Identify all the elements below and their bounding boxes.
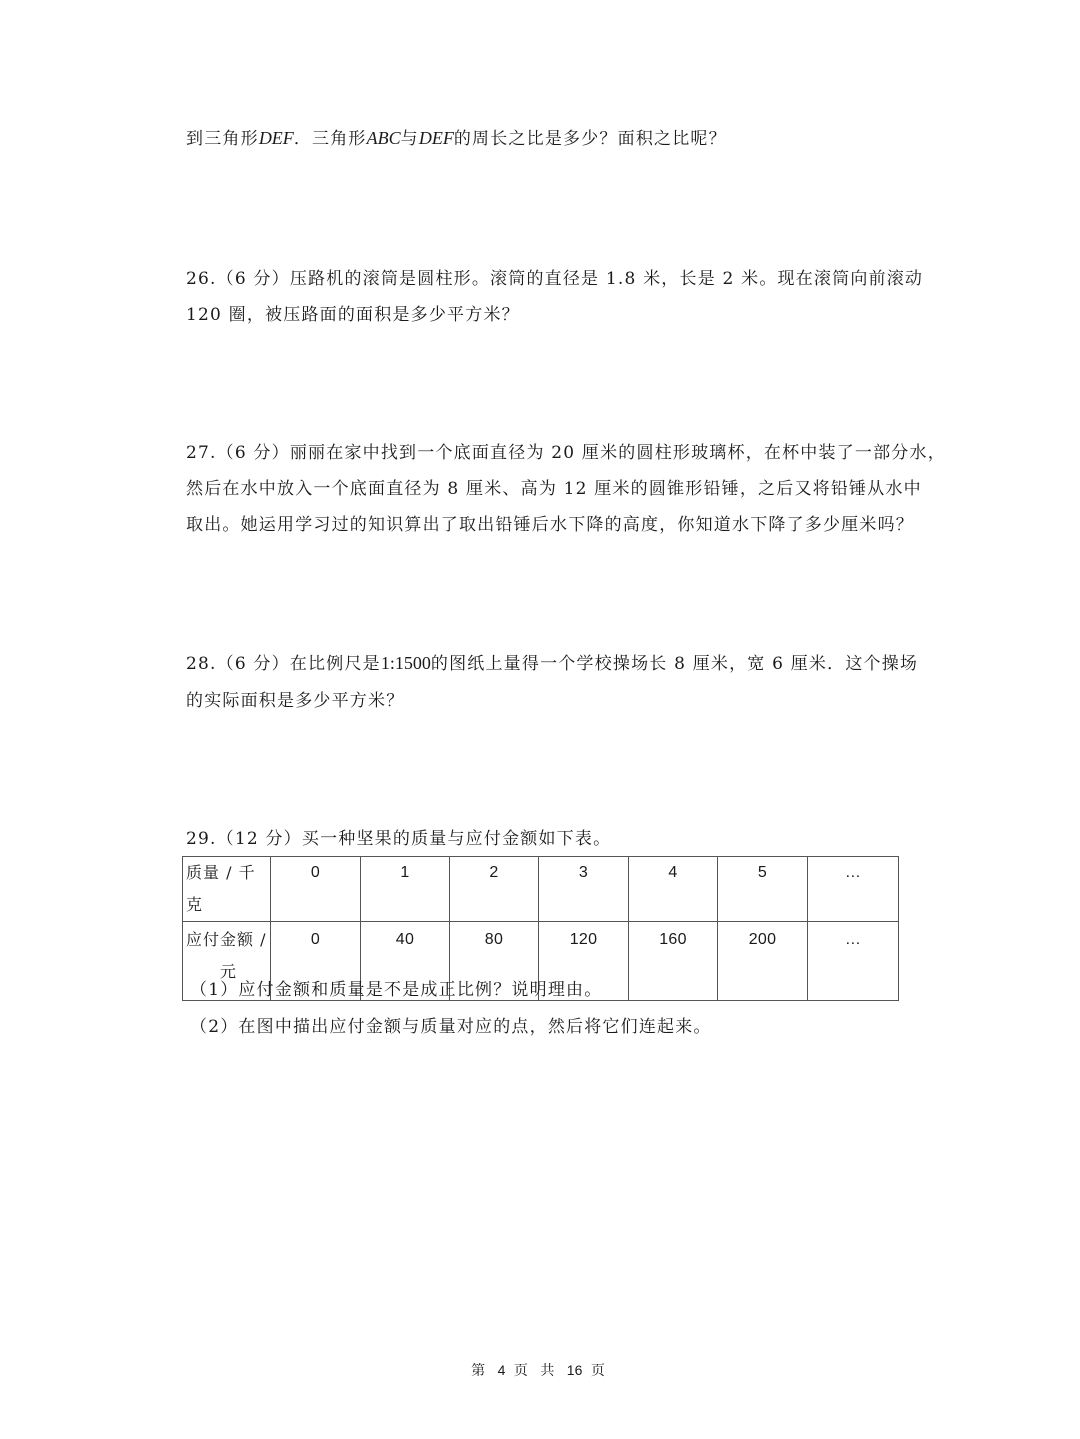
scale-ratio: 1:1500 (380, 653, 431, 673)
text: 与 (400, 129, 419, 149)
question-25-tail (186, 124, 727, 149)
total-pages: 16 (566, 1362, 583, 1378)
page-number: 4 (497, 1362, 506, 1378)
table-cell: 5 (718, 857, 808, 922)
table-cell: 120 (539, 922, 629, 1001)
text: 的图纸上量得一个学校操场长 8 厘米，宽 6 厘米．这个操场 (430, 654, 919, 674)
table-cell: 3 (539, 857, 629, 922)
table-cell: 0 (271, 857, 361, 922)
question-29-sub-2: （2）在图中描出应付金额与质量对应的点，然后将它们连起来。 (190, 1017, 712, 1037)
text: 的周长之比是多少？面积之比呢？ (453, 129, 727, 149)
question-26-line-2: 120 圈，被压路面的面积是多少平方米？ (186, 305, 520, 325)
page-footer (0, 1360, 1080, 1380)
table-cell: … (808, 857, 899, 922)
question-27-line-1: 27.（6 分）丽丽在家中找到一个底面直径为 20 厘米的圆柱形玻璃杯，在杯中装了一部分水， (186, 443, 946, 463)
text: 到三角形 (186, 129, 259, 149)
question-28-line-2: 的实际面积是多少平方米？ (186, 691, 405, 711)
footer-text: 第 (471, 1363, 490, 1379)
math-def: DEF (418, 128, 454, 148)
table-cell: 80 (450, 922, 539, 1001)
footer-text: 页 (590, 1363, 609, 1379)
table-row-mass (183, 857, 899, 922)
math-abc: ABC (366, 128, 401, 148)
table-cell: 1 (361, 857, 450, 922)
header-text: 元 (220, 962, 238, 981)
table-cell: 2 (450, 857, 539, 922)
table-cell: 200 (718, 922, 808, 1001)
math-def: DEF (258, 128, 294, 148)
question-27-line-3: 取出。她运用学习过的知识算出了取出铅锤后水下降的高度，你知道水下降了多少厘米吗？ (186, 515, 914, 535)
question-26-line-1: 26.（6 分）压路机的滚筒是圆柱形。滚筒的直径是 1.8 米，长是 2 米。现在滚筒向前滚动 (186, 269, 924, 289)
question-27-line-2: 然后在水中放入一个底面直径为 8 厘米、高为 12 厘米的圆锥形铅锤，之后又将铅锤从水中 (186, 479, 922, 499)
table-cell: 4 (629, 857, 718, 922)
question-29-sub-1: （1）应付金额和质量是不是成正比例？说明理由。 (190, 980, 603, 1000)
table-cell: 0 (271, 922, 361, 1001)
footer-text: 页 共 (513, 1363, 559, 1379)
table-cell: … (808, 922, 899, 1001)
question-29-intro: 29.（12 分）买一种坚果的质量与应付金额如下表。 (186, 829, 612, 849)
header-text: 应付金额 / (186, 930, 267, 949)
text: ．三角形 (293, 129, 367, 149)
text: 28.（6 分）在比例尺是 (186, 654, 381, 674)
table-cell: 160 (629, 922, 718, 1001)
table-cell: 40 (361, 922, 450, 1001)
table-header-mass: 质量 / 千克 (183, 857, 271, 922)
question-28-line-1 (186, 649, 918, 674)
